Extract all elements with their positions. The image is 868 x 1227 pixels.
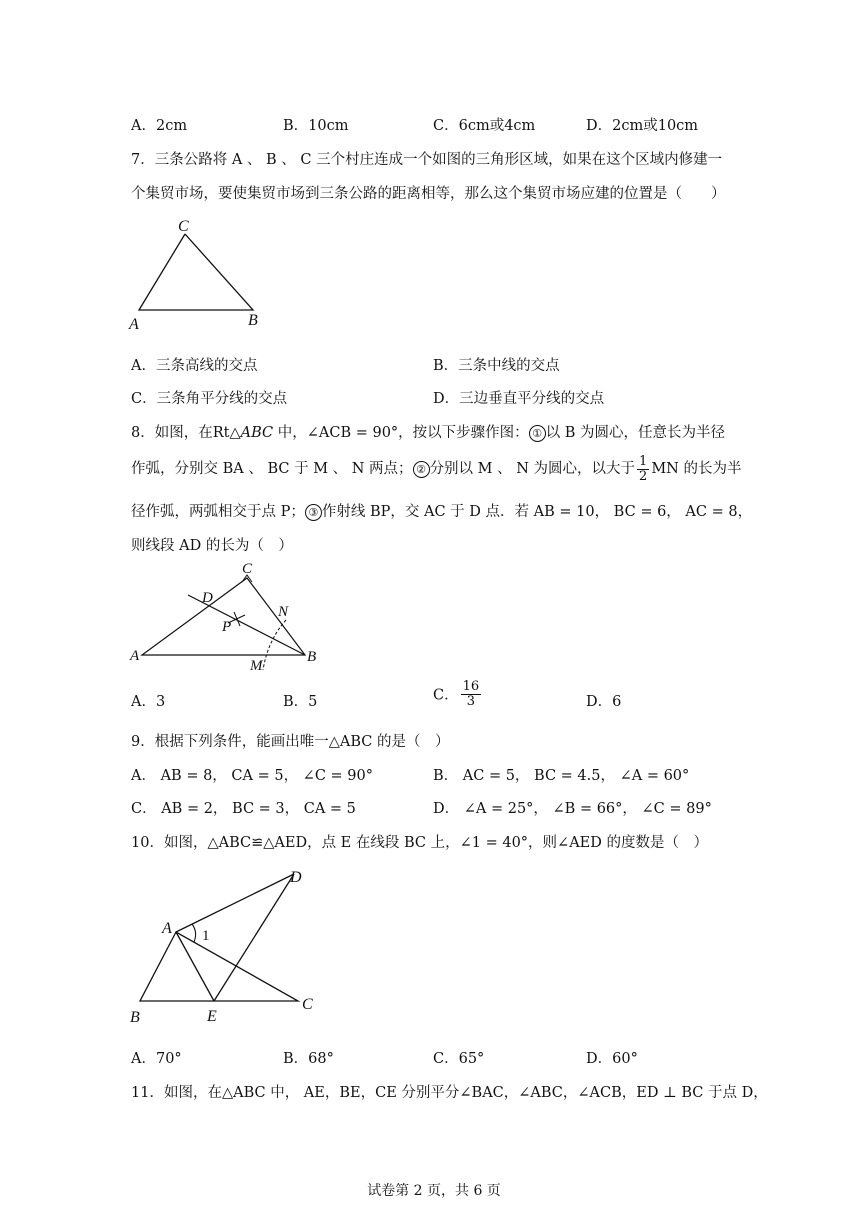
q10-label-e: E [207, 1008, 217, 1025]
q8-stem-line4: 则线段 AD 的长为（ ） [131, 538, 293, 554]
q10-label-a: A [162, 920, 172, 937]
q6-option-d: D．2cm或10cm [586, 118, 699, 134]
q6-option-b: B．10cm [283, 118, 349, 134]
q11-stem: 11．如图，在△ABC 中， AE，BE，CE 分别平分∠BAC，∠ABC，∠ACB，ED ⊥ BC 于点 D， [131, 1085, 768, 1101]
q7-option-d: D．三边垂直平分线的交点 [433, 391, 605, 407]
q10-label-d: D [290, 869, 302, 886]
q10-label-angle-1: 1 [202, 928, 210, 944]
q7-label-c: C [178, 218, 189, 235]
q8-option-b: B．5 [283, 694, 318, 710]
q9-option-d: D． ∠A = 25°， ∠B = 66°， ∠C = 89° [433, 801, 712, 817]
q7-stem-line1: 7．三条公路将 A 、 B 、 C 三个村庄连成一个如图的三角形区域，如果在这个区域内修建一 [131, 152, 723, 168]
q9-option-a: A． AB = 8， CA = 5， ∠C = 90° [131, 768, 373, 784]
q10-stem: 10．如图，△ABC≌△AED，点 E 在线段 BC 上，∠1 = 40°，则∠AED 的度数是（ ） [131, 835, 708, 851]
q10-option-b: B．68° [283, 1051, 334, 1067]
q8-stem-line1: 8．如图，在Rt△ABC 中，∠ACB = 90°，按以下步骤作图： ① 以 B 为圆心，任意长为半径 [131, 425, 726, 441]
q8-stem-line2: 作弧，分别交 BA 、 BC 于 M 、 N 两点； ② 分别以 M 、 N 为圆心，以大于 $\frac{1}{2}$ MN 的长为半 [131, 454, 742, 484]
q10-congruent-triangles-figure [128, 862, 323, 1027]
q7-label-b: B [248, 312, 258, 329]
q9-option-b: B． AC = 5， BC = 4.5， ∠A = 60° [433, 768, 690, 784]
q8-label-d: D [202, 590, 213, 606]
q7-option-a: A．三条高线的交点 [131, 358, 258, 374]
q8-stem-line3: 径作弧，两弧相交于点 P； ③ 作射线 BP，交 AC 于 D 点．若 AB = 10， BC = 6， AC = 8， [131, 504, 753, 520]
q8-option-c-fraction: $\frac{16}{3}$ [462, 679, 480, 709]
q8-option-c: C． $\frac{16}{3}$ [433, 679, 480, 709]
q8-construction-figure [128, 560, 328, 678]
q10-label-c: C [302, 996, 313, 1013]
q8-label-c: C [242, 561, 253, 577]
q8-label-n: N [278, 604, 289, 620]
step-2-marker: ② [413, 461, 430, 478]
q6-option-c: C．6cm或4cm [433, 118, 536, 134]
q7-label-a: A [129, 316, 139, 333]
step-1-marker: ① [529, 425, 546, 442]
q10-option-a: A．70° [131, 1051, 182, 1067]
q10-option-c: C．65° [433, 1051, 485, 1067]
half-fraction: $\frac{1}{2}$ [639, 454, 648, 484]
q7-option-b: B．三条中线的交点 [433, 358, 560, 374]
q6-option-a: A．2cm [131, 118, 188, 134]
q7-stem-line2: 个集贸市场，要使集贸市场到三条公路的距离相等，那么这个集贸市场应建的位置是（ ） [131, 186, 726, 202]
q8-label-b: B [307, 649, 317, 665]
q10-option-d: D．60° [586, 1051, 638, 1067]
q7-option-c: C．三条角平分线的交点 [131, 391, 288, 407]
q8-label-m: M [250, 658, 263, 674]
q9-stem: 9．根据下列条件，能画出唯一△ABC 的是（ ） [131, 734, 450, 750]
page-footer: 试卷第 2 页，共 6 页 [367, 1183, 501, 1199]
q8-option-a: A．3 [131, 694, 166, 710]
q8-label-p: P [222, 619, 232, 635]
q9-option-c: C． AB = 2， BC = 3， CA = 5 [131, 801, 356, 817]
q10-label-b: B [130, 1009, 140, 1026]
q7-triangle-figure [125, 212, 275, 337]
q8-label-a: A [130, 648, 140, 664]
q8-option-d: D．6 [586, 694, 622, 710]
step-3-marker: ③ [305, 504, 322, 521]
